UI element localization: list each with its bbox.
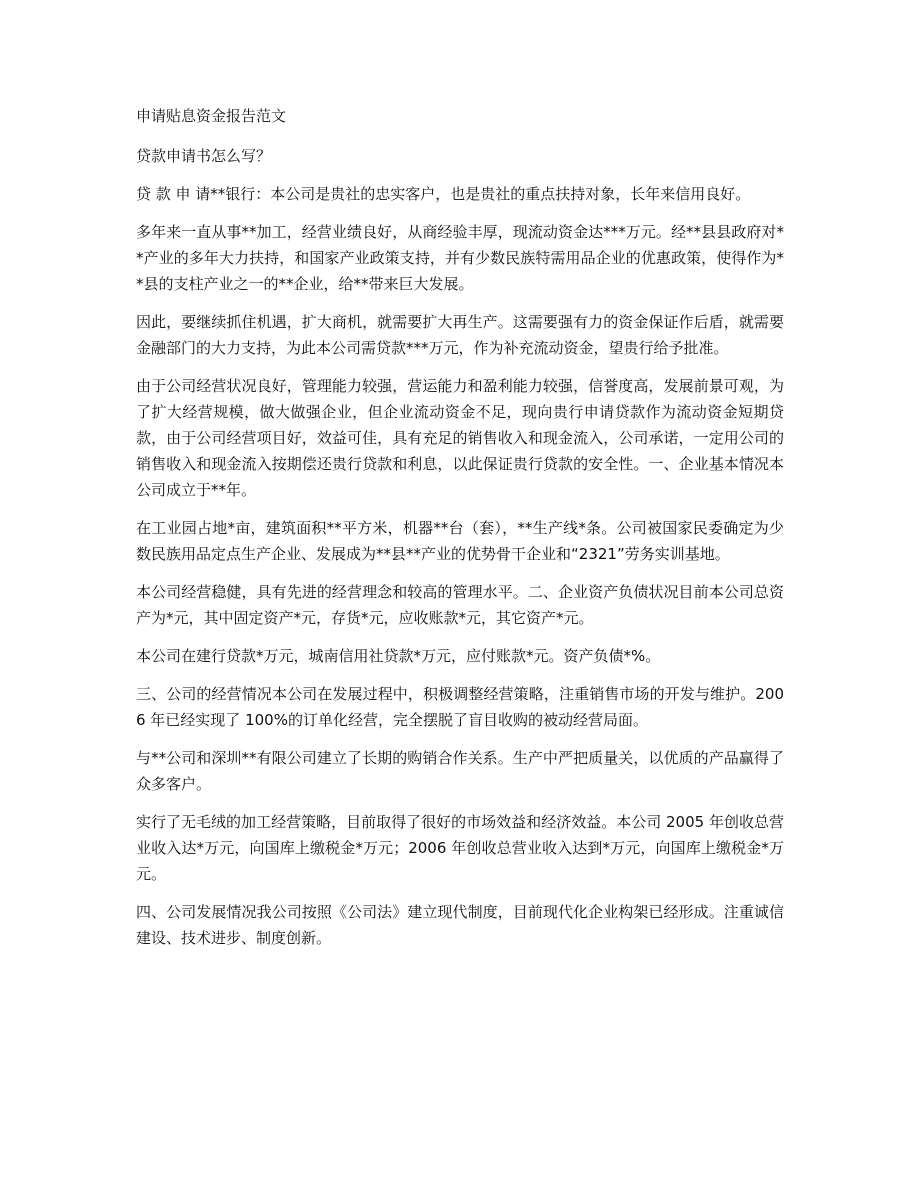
paragraph-assets: 本公司经营稳健，具有先进的经营理念和较高的管理水平。二、企业资产负债状况目前本公司总资产为*元，其中固定资产*元，存货*元，应收账款*元，其它资产*元。 — [136, 583, 784, 627]
document-page — [136, 103, 784, 963]
paragraph-commitment: 由于公司经营状况良好，管理能力较强，营运能力和盈利能力较强，信誉度高，发展前景可观，为了扩大经营规模，做大做强企业，但企业流动资金不足，现向贵行申请贷款作为流动资金短期贷款，由于公司经营项目好，效益可佳，具有充足的销售收入和现金流入，公司承诺，一定用公司的销售收入和现金流入按期偿还贵行贷款和利息，以此保证贵行贷款的安全性。一、企业基本情况本公司成立于**年。 — [136, 377, 784, 499]
paragraph-partnerships: 与**公司和深圳**有限公司建立了长期的购销合作关系。生产中严把质量关，以优质的产品赢得了众多客户。 — [136, 749, 784, 793]
paragraph-operations: 三、公司的经营情况本公司在发展过程中，积极调整经营策略，注重销售市场的开发与维护。2006 年已经实现了 100%的订单化经营，完全摆脱了盲目收购的被动经营局面。 — [136, 685, 784, 729]
paragraph-greeting: 贷 款 申 请**银行：本公司是贵社的忠实客户，也是贵社的重点扶持对象，长年来信用良好。 — [136, 185, 751, 203]
paragraph-request: 因此，要继续抓住机遇，扩大商机，就需要扩大再生产。这需要强有力的资金保证作后盾，就需要金融部门的大力支持，为此本公司需贷款***万元，作为补充流动资金，望贵行给予批准。 — [136, 313, 784, 357]
paragraph-revenue: 实行了无毛绒的加工经营策略，目前取得了很好的市场效益和经济效益。本公司 2005 年创收总营业收入达*万元，向国库上缴税金*万元；2006 年创收总营业收入达到*万元，向国库上缴税金*万元。 — [136, 813, 784, 883]
paragraph-liabilities: 本公司在建行贷款*万元，城南信用社贷款*万元，应付账款*元。资产负债*%。 — [136, 647, 661, 665]
document-title: 申请贴息资金报告范文 — [136, 107, 287, 125]
paragraph-background: 多年来一直从事**加工，经营业绩良好，从商经验丰厚，现流动资金达***万元。经**县县政府对**产业的多年大力扶持，和国家产业政策支持，并有少数民族特需用品企业的优惠政策，使得作为**县的支柱产业之一的**企业，给**带来巨大发展。 — [136, 223, 784, 293]
paragraph-development: 四、公司发展情况我公司按照《公司法》建立现代制度，目前现代化企业构架已经形成。注重诚信建设、技术进步、制度创新。 — [136, 903, 784, 947]
paragraph-subtitle: 贷款申请书怎么写？ — [136, 147, 272, 165]
paragraph-facilities: 在工业园占地*亩，建筑面积**平方米，机器**台（套），**生产线*条。公司被国家民委确定为少数民族用品定点生产企业、发展成为**县**产业的优势骨干企业和“2321”劳务实训基地。 — [136, 519, 784, 563]
